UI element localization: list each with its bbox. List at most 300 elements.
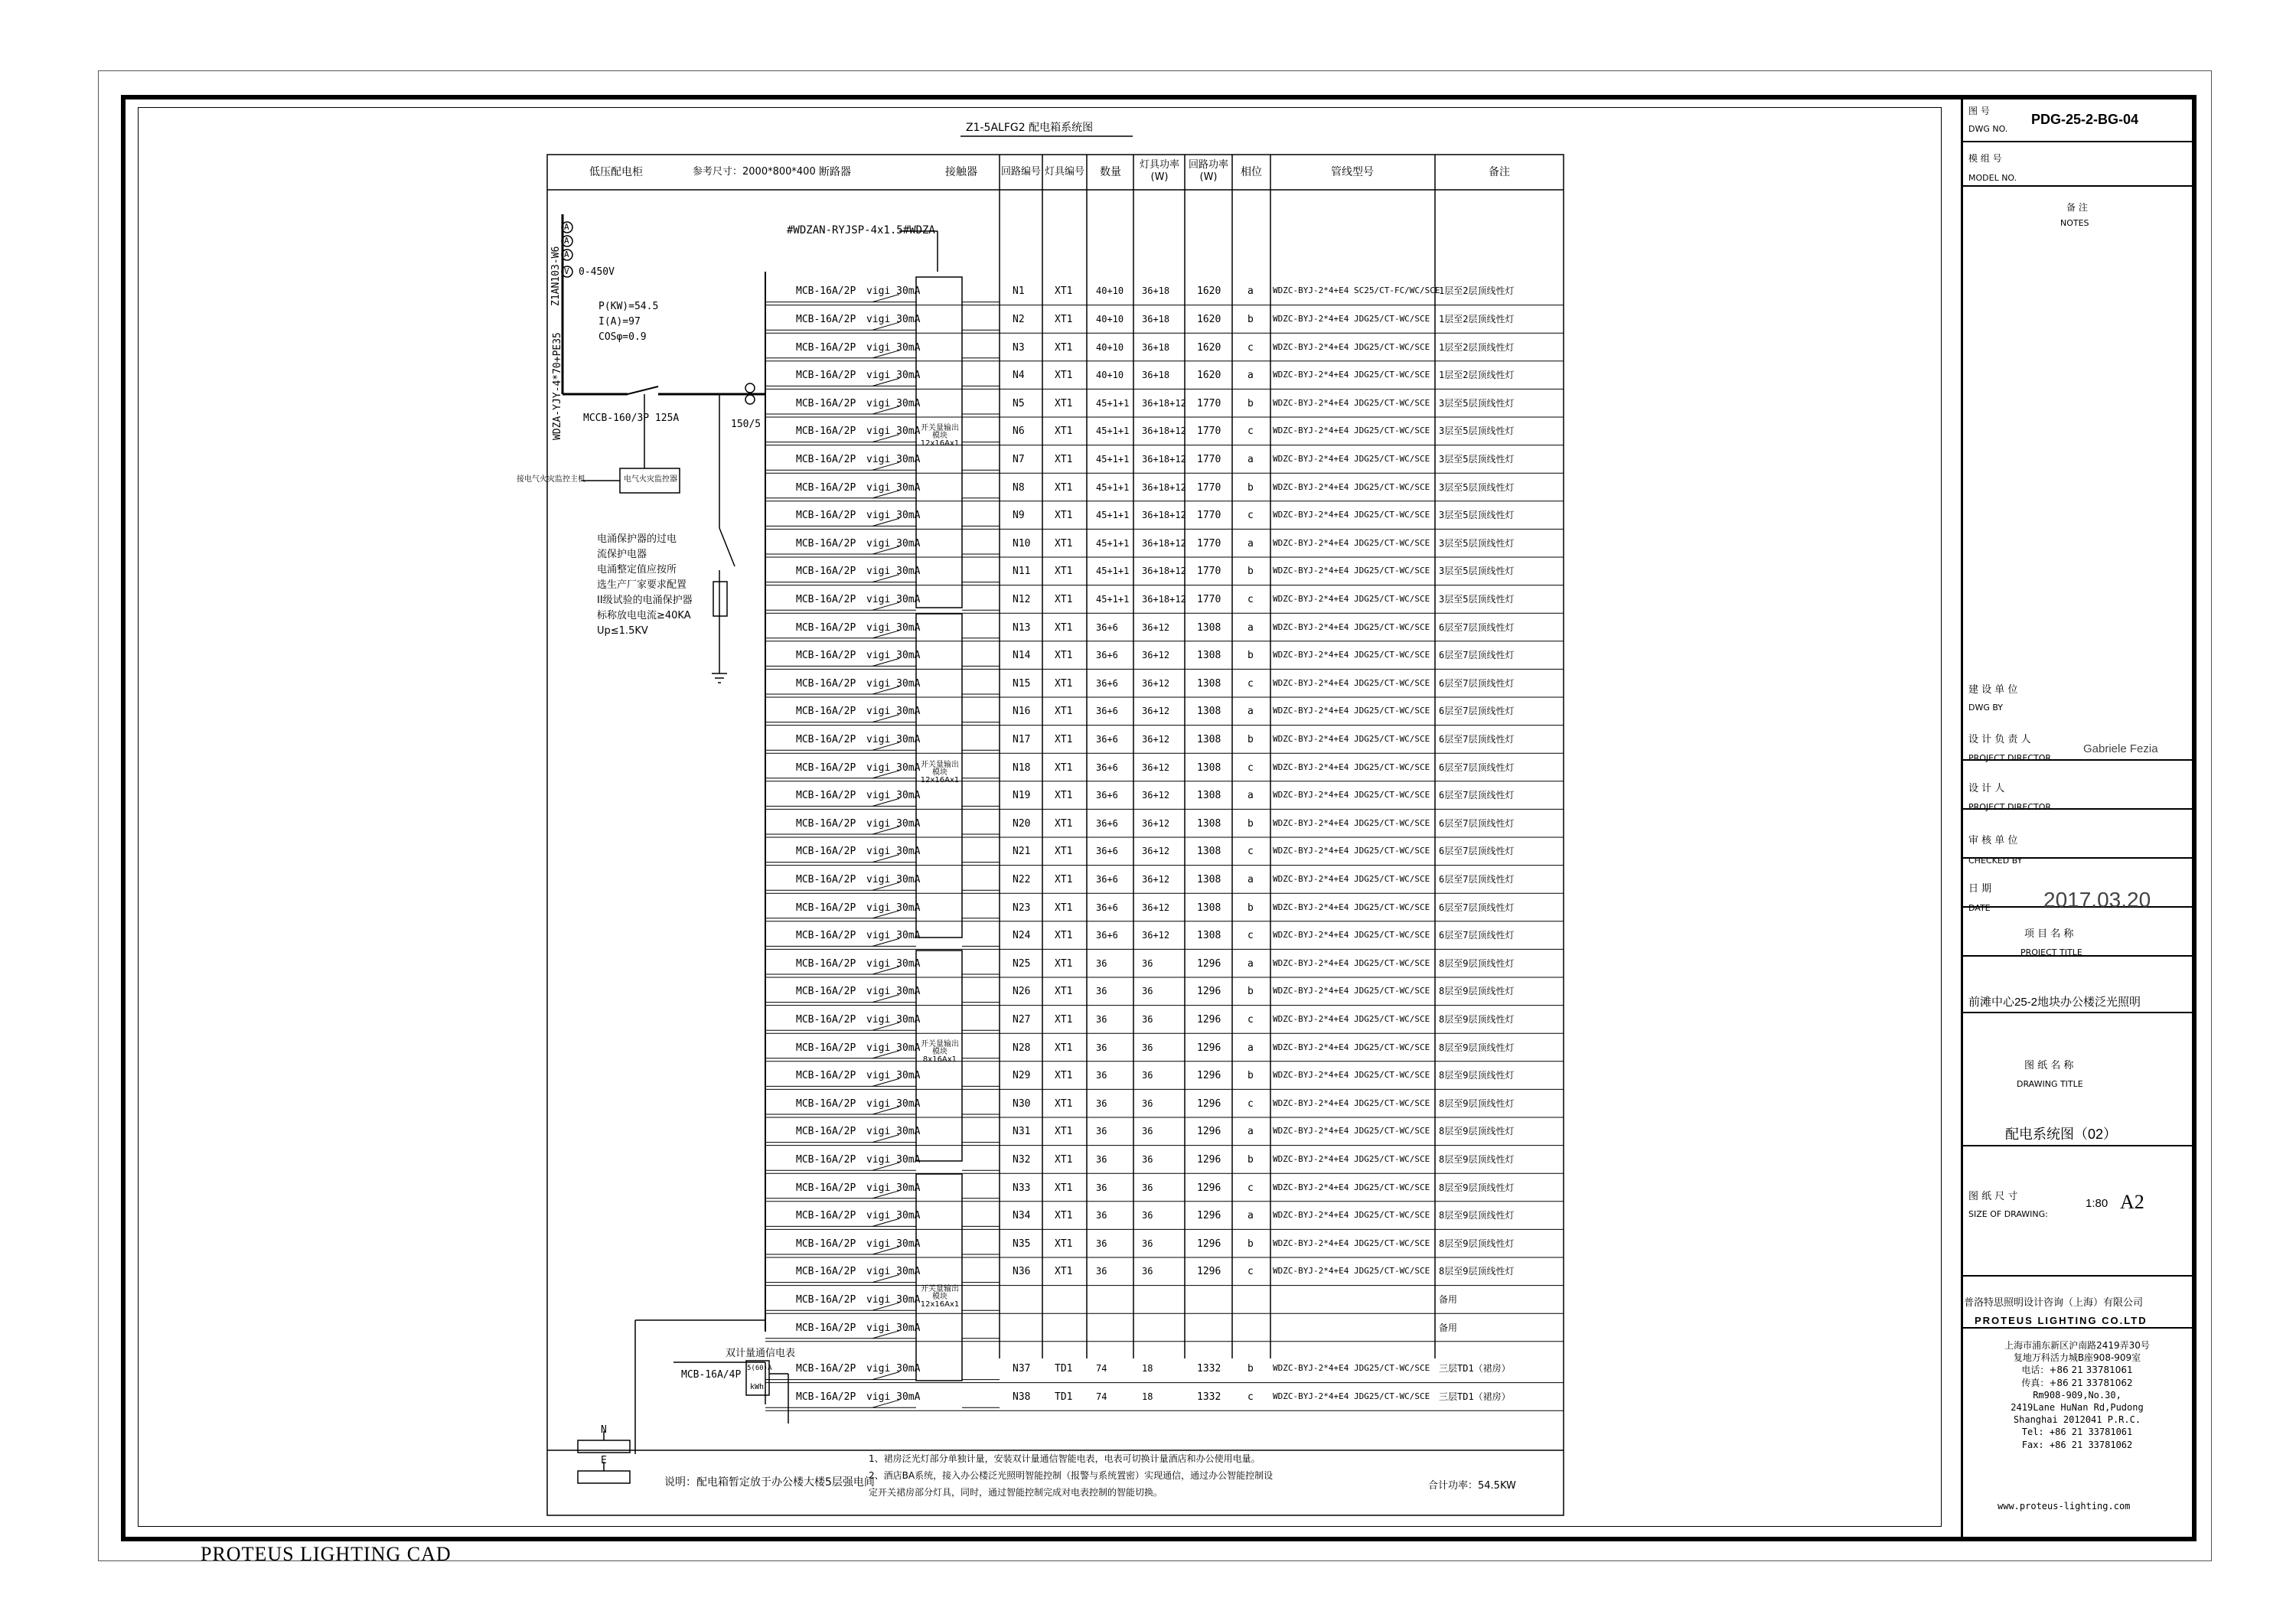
cad-label: PROTEUS LIGHTING CAD bbox=[201, 1543, 452, 1565]
address-line: 传真：+86 21 33781062 bbox=[2021, 1377, 2133, 1388]
cell-note: 6层至7层顶线性灯 bbox=[1439, 817, 1515, 829]
cell-circuit: N37 bbox=[1013, 1363, 1031, 1375]
cell-cable: WDZC-BYJ-2*4+E4 JDG25/CT-WC/SCE bbox=[1273, 397, 1430, 408]
address-line: Tel: +86 21 33781061 bbox=[2021, 1427, 2133, 1438]
cell-cpower: 1296 bbox=[1197, 1153, 1221, 1166]
cell-breaker: MCB-16A/2P bbox=[796, 566, 856, 578]
cell-qty: 45+1+1 bbox=[1096, 397, 1130, 409]
cell-fpower: 36+18+12 bbox=[1142, 510, 1186, 521]
company-address bbox=[1964, 1339, 2190, 1451]
cell-rcd: vigi 30mA bbox=[866, 370, 921, 382]
cell-note: 8层至9层顶线性灯 bbox=[1439, 1210, 1515, 1221]
cell-fixture: XT1 bbox=[1055, 986, 1073, 998]
cell-phase: b bbox=[1247, 1238, 1254, 1250]
header-breaker: 断路器 bbox=[819, 166, 851, 178]
cell-phase: a bbox=[1247, 873, 1254, 885]
cell-cpower: 1308 bbox=[1197, 846, 1221, 858]
cell-fixture: XT1 bbox=[1055, 1042, 1073, 1054]
size-label: 图 纸 尺 寸 bbox=[1968, 1191, 2018, 1202]
cell-cpower: 1620 bbox=[1197, 370, 1221, 382]
cell-qty: 45+1+1 bbox=[1096, 566, 1130, 577]
cell-note: 6层至7层顶线性灯 bbox=[1439, 621, 1515, 633]
cell-phase: c bbox=[1247, 846, 1254, 858]
cell-rcd: vigi 30mA bbox=[866, 537, 921, 549]
cell-fpower: 36+18 bbox=[1142, 285, 1170, 297]
spd-notes bbox=[597, 534, 693, 641]
cell-note: 8层至9层顶线性灯 bbox=[1439, 957, 1515, 969]
cell-cable: WDZC-BYJ-2*4+E4 JDG25/CT-WC/SCE bbox=[1273, 957, 1430, 968]
address-line: 电话：+86 21 33781061 bbox=[2021, 1365, 2133, 1376]
cell-fpower: 36+12 bbox=[1142, 930, 1170, 941]
cell-note: 8层至9层顶线性灯 bbox=[1439, 1153, 1515, 1165]
cell-fixture: XT1 bbox=[1055, 650, 1073, 662]
cell-cable: WDZC-BYJ-2*4+E4 JDG25/CT-WC/SCE bbox=[1273, 1363, 1430, 1374]
header-cable: 管线型号 bbox=[1331, 166, 1374, 178]
dwg-by-label-en: DWG BY bbox=[1968, 703, 2004, 713]
cell-fixture: XT1 bbox=[1055, 313, 1073, 325]
footnote-right-3: 定开关裙房部分灯具，同时，通过智能控制完成对电表控制的智能切换。 bbox=[869, 1487, 1163, 1498]
cell-cable: WDZC-BYJ-2*4+E4 JDG25/CT-WC/SCE bbox=[1273, 426, 1430, 436]
cell-phase: c bbox=[1247, 761, 1254, 774]
fire-monitor-box: 电气火灾监控器 bbox=[624, 475, 677, 484]
cell-rcd: vigi 30mA bbox=[866, 1210, 921, 1222]
cell-phase: c bbox=[1247, 1266, 1254, 1278]
cell-breaker: MCB-16A/2P bbox=[796, 930, 856, 942]
cell-fpower: 36+18 bbox=[1142, 313, 1170, 324]
header-ref-size: 参考尺寸：2000*800*400 bbox=[693, 166, 816, 178]
cell-breaker: MCB-16A/2P bbox=[796, 453, 856, 465]
cell-circuit: N18 bbox=[1013, 761, 1031, 774]
cell-fpower: 36 bbox=[1142, 1182, 1153, 1193]
cell-cable: WDZC-BYJ-2*4+E4 JDG25/CT-WC/SCE bbox=[1273, 1266, 1430, 1277]
cell-note: 3层至5层顶线性灯 bbox=[1439, 426, 1515, 437]
cell-cable: WDZC-BYJ-2*4+E4 JDG25/CT-WC/SCE bbox=[1273, 733, 1430, 744]
cell-circuit: N29 bbox=[1013, 1070, 1031, 1082]
diagram-title: Z1-5ALFG2 配电箱系统图 bbox=[966, 122, 1094, 134]
cell-phase: b bbox=[1247, 650, 1254, 662]
cell-qty: 36 bbox=[1096, 1042, 1107, 1053]
cell-qty: 36+6 bbox=[1096, 761, 1118, 773]
cell-phase: b bbox=[1247, 817, 1254, 830]
cell-cable: WDZC-BYJ-2*4+E4 JDG25/CT-WC/SCE bbox=[1273, 593, 1430, 604]
cell-cpower: 1332 bbox=[1197, 1391, 1221, 1403]
contactor-group-label: 开关量输出模块 8x16Ax1 bbox=[921, 1040, 959, 1064]
cell-phase: b bbox=[1247, 1363, 1254, 1375]
cell-note: 3层至5层顶线性灯 bbox=[1439, 397, 1515, 409]
cell-cable: WDZC-BYJ-2*4+E4 JDG25/CT-WC/SCE bbox=[1273, 1391, 1430, 1401]
cell-breaker: MCB-16A/2P bbox=[796, 846, 856, 858]
cell-fixture: XT1 bbox=[1055, 1238, 1073, 1250]
cell-breaker: MCB-16A/2P bbox=[796, 733, 856, 745]
cell-fpower: 36+12 bbox=[1142, 846, 1170, 857]
cell-fpower: 36+18+12 bbox=[1142, 593, 1186, 605]
cell-note: 8层至9层顶线性灯 bbox=[1439, 1070, 1515, 1081]
cell-fixture: XT1 bbox=[1055, 370, 1073, 382]
cell-rcd: vigi 30mA bbox=[866, 566, 921, 578]
cell-fixture: XT1 bbox=[1055, 817, 1073, 830]
cell-fpower: 36+12 bbox=[1142, 733, 1170, 745]
cell-phase: c bbox=[1247, 677, 1254, 690]
footnote-left: 说明：配电箱暂定放于办公楼大楼5层强电间 bbox=[664, 1476, 875, 1489]
cell-cpower: 1308 bbox=[1197, 761, 1221, 774]
meter-kwh: kWh bbox=[750, 1383, 765, 1391]
dwg-no-label-en: DWG NO. bbox=[1968, 124, 2008, 134]
param-current: I(A)=97 bbox=[598, 316, 641, 328]
dwg-by-label: 建 设 单 位 bbox=[1968, 684, 2018, 696]
tb-notes bbox=[1963, 187, 2192, 761]
cell-rcd: vigi 30mA bbox=[866, 593, 921, 605]
cell-note: 6层至7层顶线性灯 bbox=[1439, 902, 1515, 913]
cell-fixture: XT1 bbox=[1055, 930, 1073, 942]
cell-qty: 45+1+1 bbox=[1096, 481, 1130, 493]
cell-phase: a bbox=[1247, 790, 1254, 802]
cell-fixture: XT1 bbox=[1055, 566, 1073, 578]
cell-cpower: 1770 bbox=[1197, 510, 1221, 522]
spd-note: 流保护电器 bbox=[597, 549, 647, 560]
cell-rcd: vigi 30mA bbox=[866, 285, 921, 298]
cell-phase: a bbox=[1247, 621, 1254, 634]
cell-phase: c bbox=[1247, 341, 1254, 354]
director-label: 设 计 负 责 人 bbox=[1968, 734, 2031, 745]
cell-note: 6层至7层顶线性灯 bbox=[1439, 733, 1515, 745]
cell-note: 6层至7层顶线性灯 bbox=[1439, 677, 1515, 689]
cell-phase: a bbox=[1247, 453, 1254, 465]
cell-rcd: vigi 30mA bbox=[866, 453, 921, 465]
cell-cpower: 1296 bbox=[1197, 957, 1221, 970]
cell-note: 3层至5层顶线性灯 bbox=[1439, 453, 1515, 465]
cell-phase: c bbox=[1247, 1097, 1254, 1110]
cell-breaker: MCB-16A/2P bbox=[796, 677, 856, 690]
cell-circuit: N27 bbox=[1013, 1013, 1031, 1026]
cell-cable: WDZC-BYJ-2*4+E4 SC25/CT-FC/WC/SCE bbox=[1273, 285, 1440, 296]
date-label-en: DATE bbox=[1968, 903, 1991, 913]
cell-circuit: N35 bbox=[1013, 1238, 1031, 1250]
cell-circuit: N19 bbox=[1013, 790, 1031, 802]
cell-fpower: 36+12 bbox=[1142, 817, 1170, 829]
cell-circuit: N13 bbox=[1013, 621, 1031, 634]
cell-fixture: XT1 bbox=[1055, 341, 1073, 354]
cell-rcd: vigi 30mA bbox=[866, 761, 921, 774]
cell-cable: WDZC-BYJ-2*4+E4 JDG25/CT-WC/SCE bbox=[1273, 1013, 1430, 1024]
cell-cpower: 1308 bbox=[1197, 621, 1221, 634]
cell-fpower: 36 bbox=[1142, 986, 1153, 997]
cell-circuit: N31 bbox=[1013, 1126, 1031, 1138]
designer-label-en: PROJECT DIRECTOR bbox=[1968, 802, 2052, 812]
cell-breaker: MCB-16A/2P bbox=[796, 481, 856, 494]
cell-rcd: vigi 30mA bbox=[866, 706, 921, 718]
neutral-label: N bbox=[601, 1424, 607, 1436]
cell-cable: WDZC-BYJ-2*4+E4 JDG25/CT-WC/SCE bbox=[1273, 537, 1430, 548]
cell-breaker: MCB-16A/2P bbox=[796, 873, 856, 885]
cell-fixture: XT1 bbox=[1055, 846, 1073, 858]
cell-breaker: MCB-16A/2P bbox=[796, 790, 856, 802]
cell-cpower: 1770 bbox=[1197, 566, 1221, 578]
cell-rcd: vigi 30mA bbox=[866, 397, 921, 409]
checked-label-en: CHECKED BY bbox=[1968, 856, 2023, 866]
header-remarks: 备注 bbox=[1489, 166, 1510, 178]
cell-breaker: MCB-16A/2P bbox=[796, 761, 856, 774]
cell-fpower: 36+12 bbox=[1142, 902, 1170, 913]
cell-circuit: N16 bbox=[1013, 706, 1031, 718]
cell-note: 3层至5层顶线性灯 bbox=[1439, 510, 1515, 521]
cell-fixture: TD1 bbox=[1055, 1363, 1073, 1375]
cell-fixture: XT1 bbox=[1055, 593, 1073, 605]
cell-cpower: 1332 bbox=[1197, 1363, 1221, 1375]
fire-monitor-host: 接电气火灾监控主机 bbox=[517, 475, 585, 484]
cell-note: 8层至9层顶线性灯 bbox=[1439, 1182, 1515, 1193]
cell-qty: 45+1+1 bbox=[1096, 537, 1130, 549]
cell-fixture: XT1 bbox=[1055, 1097, 1073, 1110]
cell-breaker: MCB-16A/2P bbox=[796, 621, 856, 634]
cell-qty: 36 bbox=[1096, 957, 1107, 969]
cell-cpower: 1770 bbox=[1197, 426, 1221, 438]
cell-fpower: 36 bbox=[1142, 1070, 1153, 1081]
cell-phase: c bbox=[1247, 510, 1254, 522]
cell-cpower: 1770 bbox=[1197, 593, 1221, 605]
spd-note: Up≤1.5KV bbox=[597, 625, 648, 637]
cell-breaker: MCB-16A/2P bbox=[796, 1126, 856, 1138]
cell-cpower: 1296 bbox=[1197, 1042, 1221, 1054]
cell-circuit: N23 bbox=[1013, 902, 1031, 914]
header-fixture-power: 灯具功率 (W) bbox=[1139, 159, 1179, 183]
cell-phase: b bbox=[1247, 902, 1254, 914]
cell-fixture: XT1 bbox=[1055, 1153, 1073, 1166]
cell-cable: WDZC-BYJ-2*4+E4 JDG25/CT-WC/SCE bbox=[1273, 370, 1430, 380]
cell-cable: WDZC-BYJ-2*4+E4 JDG25/CT-WC/SCE bbox=[1273, 930, 1430, 941]
cell-note: 6层至7层顶线性灯 bbox=[1439, 930, 1515, 941]
cell-cpower: 1770 bbox=[1197, 481, 1221, 494]
cell-fixture: XT1 bbox=[1055, 1210, 1073, 1222]
cell-qty: 40+10 bbox=[1096, 370, 1124, 381]
cell-note: 8层至9层顶线性灯 bbox=[1439, 986, 1515, 997]
website[interactable]: www.proteus-lighting.com bbox=[1998, 1501, 2131, 1511]
meter-v: V bbox=[564, 266, 569, 276]
cell-fpower: 36+18+12 bbox=[1142, 453, 1186, 465]
cell-phase: a bbox=[1247, 1210, 1254, 1222]
cell-qty: 45+1+1 bbox=[1096, 453, 1130, 465]
cell-circuit: N6 bbox=[1013, 426, 1025, 438]
cell-note: 3层至5层顶线性灯 bbox=[1439, 566, 1515, 577]
cell-rcd: vigi 30mA bbox=[866, 341, 921, 354]
cell-circuit: N14 bbox=[1013, 650, 1031, 662]
cell-fpower: 36 bbox=[1142, 1238, 1153, 1249]
cell-breaker: MCB-16A/2P bbox=[796, 1070, 856, 1082]
cell-circuit: N15 bbox=[1013, 677, 1031, 690]
cell-circuit: N17 bbox=[1013, 733, 1031, 745]
cell-breaker: MCB-16A/2P bbox=[796, 1322, 856, 1334]
model-no-label-en: MODEL NO. bbox=[1968, 173, 2017, 183]
cell-qty: 40+10 bbox=[1096, 341, 1124, 353]
cell-cable: WDZC-BYJ-2*4+E4 JDG25/CT-WC/SCE bbox=[1273, 873, 1430, 884]
contactor-group-label: 开关量输出模块 12x16Ax1 bbox=[920, 424, 960, 448]
meter-box-label: 双计量通信电表 bbox=[726, 1348, 796, 1359]
cell-phase: b bbox=[1247, 397, 1254, 409]
cell-breaker: MCB-16A/2P bbox=[796, 1182, 856, 1194]
header-qty: 数量 bbox=[1100, 166, 1121, 178]
cell-circuit: N32 bbox=[1013, 1153, 1031, 1166]
cell-fixture: XT1 bbox=[1055, 902, 1073, 914]
cell-breaker: MCB-16A/2P bbox=[796, 593, 856, 605]
cell-rcd: vigi 30mA bbox=[866, 510, 921, 522]
ct-ratio: 150/5 bbox=[731, 419, 762, 430]
address-line: Shanghai 2012041 P.R.C. bbox=[2013, 1414, 2141, 1426]
cell-qty: 40+10 bbox=[1096, 313, 1124, 324]
cell-rcd: vigi 30mA bbox=[866, 621, 921, 634]
cell-cpower: 1770 bbox=[1197, 397, 1221, 409]
cell-fixture: XT1 bbox=[1055, 733, 1073, 745]
cell-circuit: N8 bbox=[1013, 481, 1025, 494]
cell-fpower: 36 bbox=[1142, 1042, 1153, 1053]
cell-cpower: 1308 bbox=[1197, 733, 1221, 745]
cell-qty: 45+1+1 bbox=[1096, 426, 1130, 437]
cell-note: 8层至9层顶线性灯 bbox=[1439, 1238, 1515, 1249]
cell-phase: c bbox=[1247, 1013, 1254, 1026]
cell-rcd: vigi 30mA bbox=[866, 902, 921, 914]
cell-cable: WDZC-BYJ-2*4+E4 JDG25/CT-WC/SCE bbox=[1273, 1182, 1430, 1192]
cell-cpower: 1296 bbox=[1197, 1013, 1221, 1026]
cell-cpower: 1620 bbox=[1197, 285, 1221, 298]
cell-note: 3层至5层顶线性灯 bbox=[1439, 537, 1515, 549]
cell-breaker: MCB-16A/2P bbox=[796, 1153, 856, 1166]
cell-note: 1层至2层顶线性灯 bbox=[1439, 313, 1515, 324]
cell-qty: 74 bbox=[1096, 1391, 1107, 1402]
cell-breaker: MCB-16A/2P bbox=[796, 986, 856, 998]
cell-fixture: XT1 bbox=[1055, 426, 1073, 438]
cell-fpower: 36+12 bbox=[1142, 761, 1170, 773]
cell-note: 6层至7层顶线性灯 bbox=[1439, 706, 1515, 717]
cell-qty: 36+6 bbox=[1096, 902, 1118, 913]
cell-breaker: MCB-16A/2P bbox=[796, 341, 856, 354]
cell-qty: 36 bbox=[1096, 1126, 1107, 1137]
cell-rcd: vigi 30mA bbox=[866, 957, 921, 970]
cell-note: 三层TD1（裙房） bbox=[1439, 1391, 1511, 1402]
drawing-title-label-en: DRAWING TITLE bbox=[2017, 1079, 2083, 1089]
cell-rcd: vigi 30mA bbox=[866, 1042, 921, 1054]
cell-qty: 36 bbox=[1096, 1097, 1107, 1109]
footnote-right-2: 2、酒店BA系统，接入办公楼泛光照明智能控制（报警与系统置密）实现通信，通过办公智能控制设 bbox=[869, 1470, 1274, 1481]
cell-note: 1层至2层顶线性灯 bbox=[1439, 370, 1515, 381]
cell-circuit: N11 bbox=[1013, 566, 1031, 578]
cell-cpower: 1296 bbox=[1197, 1097, 1221, 1110]
cell-circuit: N34 bbox=[1013, 1210, 1031, 1222]
cell-fpower: 36+18 bbox=[1142, 341, 1170, 353]
cell-rcd: vigi 30mA bbox=[866, 313, 921, 325]
company-en: PROTEUS LIGHTING CO.LTD bbox=[1975, 1315, 2148, 1326]
cell-rcd: vigi 30mA bbox=[866, 930, 921, 942]
spd-note: 标称放电电流≥40KA bbox=[597, 610, 691, 621]
cell-circuit: N24 bbox=[1013, 930, 1031, 942]
cell-phase: b bbox=[1247, 313, 1254, 325]
control-cable-label: #WDZAN-RYJSP-4x1.5#WDZA bbox=[787, 224, 935, 236]
cell-breaker: MCB-16A/2P bbox=[796, 902, 856, 914]
cell-qty: 36+6 bbox=[1096, 621, 1118, 633]
cell-fixture: XT1 bbox=[1055, 537, 1073, 549]
cell-fpower: 36 bbox=[1142, 1013, 1153, 1025]
cell-rcd: vigi 30mA bbox=[866, 1182, 921, 1194]
cell-cable: WDZC-BYJ-2*4+E4 JDG25/CT-WC/SCE bbox=[1273, 1210, 1430, 1221]
cell-cpower: 1296 bbox=[1197, 1126, 1221, 1138]
cell-fpower: 36 bbox=[1142, 1210, 1153, 1221]
cell-phase: b bbox=[1247, 986, 1254, 998]
param-cos: COSφ=0.9 bbox=[598, 331, 647, 343]
cell-circuit: N1 bbox=[1013, 285, 1025, 298]
cell-qty: 36 bbox=[1096, 1070, 1107, 1081]
cell-cable: WDZC-BYJ-2*4+E4 JDG25/CT-WC/SCE bbox=[1273, 1097, 1430, 1108]
cell-cable: WDZC-BYJ-2*4+E4 JDG25/CT-WC/SCE bbox=[1273, 1042, 1430, 1052]
notes-label-en: NOTES bbox=[2060, 218, 2089, 228]
cell-note: 6层至7层顶线性灯 bbox=[1439, 761, 1515, 773]
cell-fpower: 36+12 bbox=[1142, 677, 1170, 689]
director-value: Gabriele Fezia bbox=[2083, 742, 2158, 755]
cell-cpower: 1770 bbox=[1197, 537, 1221, 549]
cell-phase: c bbox=[1247, 1391, 1254, 1403]
meter-ct: 5(60)A bbox=[747, 1365, 772, 1372]
cell-cable: WDZC-BYJ-2*4+E4 JDG25/CT-WC/SCE bbox=[1273, 790, 1430, 801]
cell-breaker: MCB-16A/2P bbox=[796, 706, 856, 718]
cell-note: 8层至9层顶线性灯 bbox=[1439, 1097, 1515, 1109]
cell-rcd: vigi 30mA bbox=[866, 481, 921, 494]
cell-breaker: MCB-16A/2P bbox=[796, 285, 856, 298]
cell-cpower: 1296 bbox=[1197, 1210, 1221, 1222]
cell-fpower: 36+12 bbox=[1142, 706, 1170, 717]
cell-rcd: vigi 30mA bbox=[866, 650, 921, 662]
cell-note: 1层至2层顶线性灯 bbox=[1439, 285, 1515, 297]
cell-cable: WDZC-BYJ-2*4+E4 JDG25/CT-WC/SCE bbox=[1273, 650, 1430, 660]
cell-circuit: N12 bbox=[1013, 593, 1031, 605]
scale-value: 1:80 bbox=[2086, 1197, 2108, 1210]
cell-note: 3层至5层顶线性灯 bbox=[1439, 593, 1515, 605]
cell-fpower: 36+18 bbox=[1142, 370, 1170, 381]
header-contactor: 接触器 bbox=[945, 166, 977, 178]
size-value: A2 bbox=[2120, 1191, 2144, 1213]
cell-qty: 40+10 bbox=[1096, 285, 1124, 297]
cell-cpower: 1620 bbox=[1197, 341, 1221, 354]
cell-qty: 36 bbox=[1096, 1182, 1107, 1193]
address-line: 上海市浦东新区沪南路2419弄30号 bbox=[2004, 1340, 2150, 1351]
cable-type: WDZA-YJY-4*70+PE35 bbox=[552, 332, 563, 440]
cell-breaker: MCB-16A/2P bbox=[796, 817, 856, 830]
cell-breaker: MCB-16A/2P bbox=[796, 1293, 856, 1306]
spd-note: 电涌保护器的过电 bbox=[597, 533, 677, 545]
cell-note: 6层至7层顶线性灯 bbox=[1439, 650, 1515, 661]
cell-rcd: vigi 30mA bbox=[866, 817, 921, 830]
cell-phase: b bbox=[1247, 733, 1254, 745]
cell-fpower: 36+18+12 bbox=[1142, 481, 1186, 493]
company-cn: 普洛特思照明设计咨询（上海）有限公司 bbox=[1964, 1297, 2144, 1309]
cell-phase: a bbox=[1247, 537, 1254, 549]
cell-fpower: 36 bbox=[1142, 1266, 1153, 1277]
cell-qty: 36+6 bbox=[1096, 930, 1118, 941]
cell-cpower: 1308 bbox=[1197, 650, 1221, 662]
cell-fixture: XT1 bbox=[1055, 957, 1073, 970]
cell-note: 备用 bbox=[1439, 1322, 1458, 1333]
drawing-title-value: 配电系统图（02） bbox=[2005, 1127, 2118, 1142]
cell-rcd: vigi 30mA bbox=[866, 986, 921, 998]
cell-circuit: N36 bbox=[1013, 1266, 1031, 1278]
notes-label: 备 注 bbox=[2066, 202, 2088, 213]
cell-phase: b bbox=[1247, 1153, 1254, 1166]
cell-qty: 36+6 bbox=[1096, 790, 1118, 801]
cell-circuit: N21 bbox=[1013, 846, 1031, 858]
cell-rcd: vigi 30mA bbox=[866, 1391, 921, 1403]
cell-note: 8层至9层顶线性灯 bbox=[1439, 1013, 1515, 1025]
cell-breaker: MCB-16A/2P bbox=[796, 537, 856, 549]
cell-cable: WDZC-BYJ-2*4+E4 JDG25/CT-WC/SCE bbox=[1273, 453, 1430, 464]
checked-label: 审 核 单 位 bbox=[1968, 835, 2018, 846]
cell-cable: WDZC-BYJ-2*4+E4 JDG25/CT-WC/SCE bbox=[1273, 1126, 1430, 1136]
cell-cpower: 1296 bbox=[1197, 1182, 1221, 1194]
header-cabinet: 低压配电柜 bbox=[589, 166, 643, 178]
